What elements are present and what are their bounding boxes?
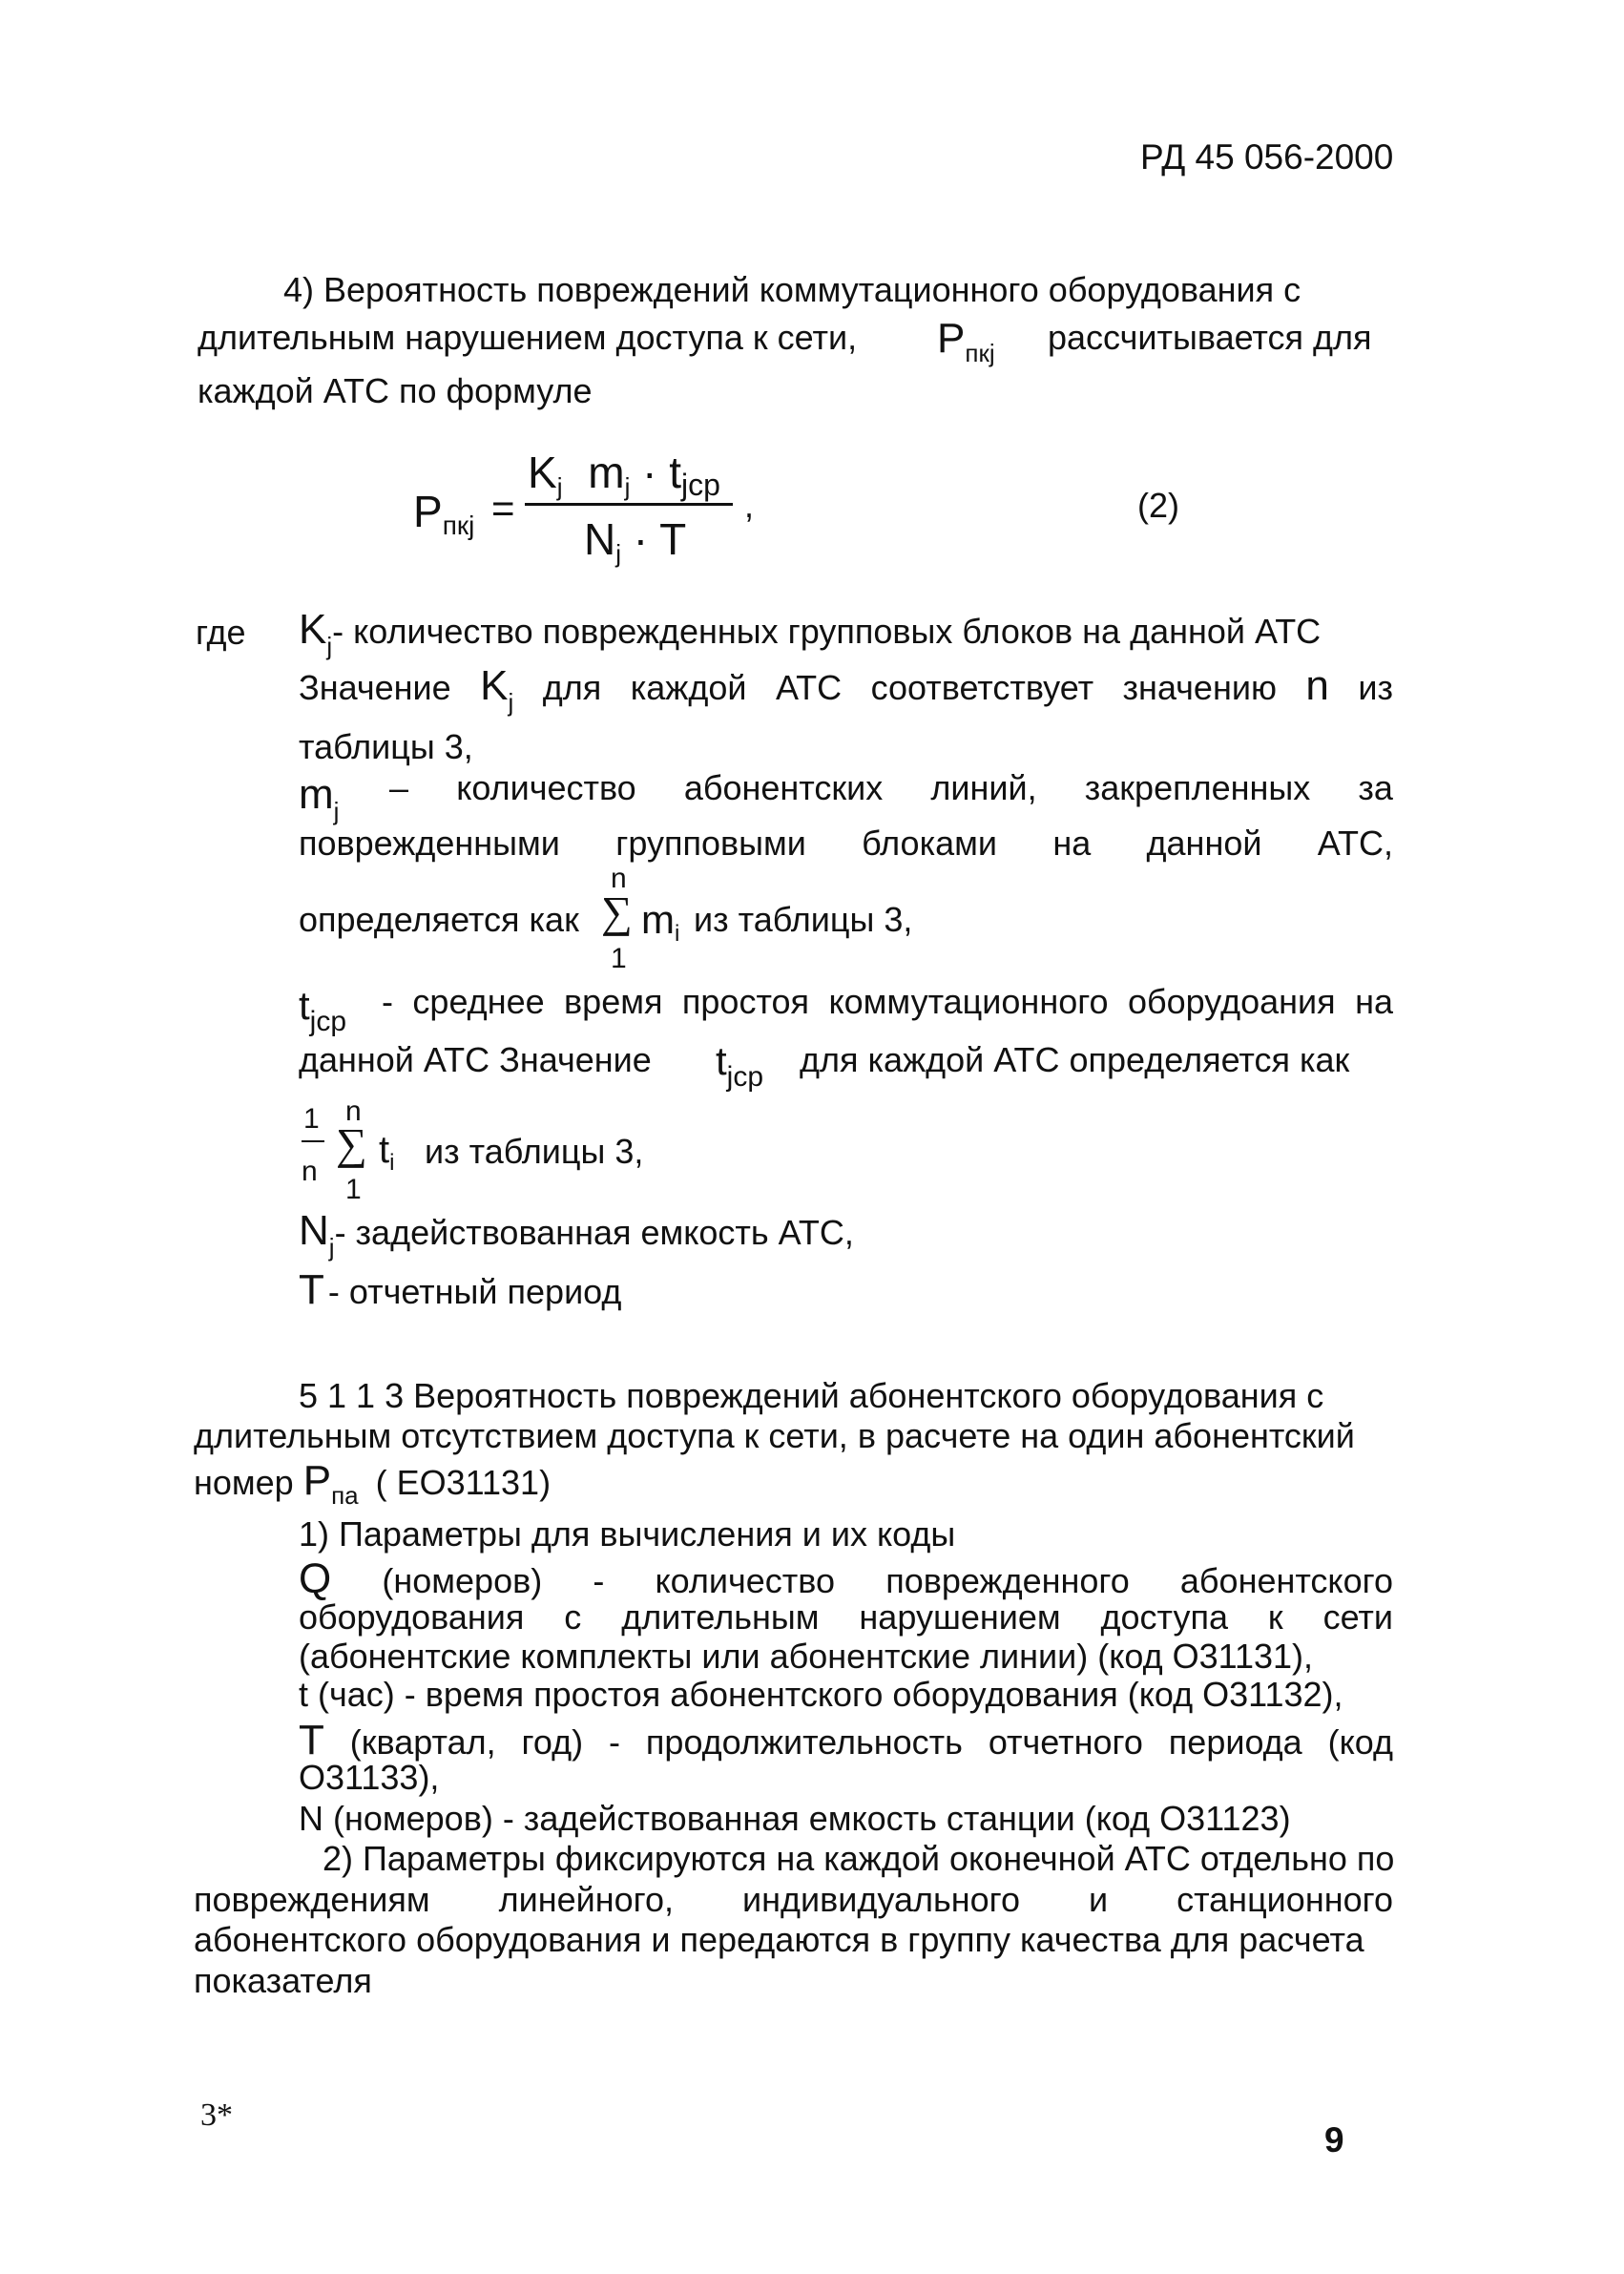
section4-line2-text-b: рассчитывается для <box>1048 318 1372 357</box>
formula-equals: = <box>491 486 515 531</box>
word: абонентских <box>683 768 884 807</box>
def-tjcp-var <box>299 983 347 1037</box>
num-t-sub: jср <box>681 468 720 502</box>
page-number: 9 <box>1324 2120 1344 2159</box>
def-k2-b: для каждой АТС соответствует значению <box>542 668 1277 707</box>
word: групповыми <box>615 824 806 863</box>
def-n-text: - задействованная емкость АТС, <box>334 1213 854 1252</box>
s5113-p-var: P <box>302 1457 332 1504</box>
word: отчетного <box>988 1722 1143 1762</box>
word: продолжительность <box>645 1722 963 1762</box>
sum1-var: m <box>641 897 675 942</box>
word: станционного <box>1176 1880 1393 1919</box>
def-n-var: N <box>299 1207 329 1254</box>
den-n-sub: j <box>615 539 622 568</box>
p-subscript: пкj <box>965 339 995 367</box>
word: блоками <box>862 824 997 863</box>
word: к <box>1267 1597 1283 1637</box>
where-label: где <box>196 613 246 652</box>
word: линейного, <box>498 1880 675 1919</box>
def-tt-text: - отчетный период <box>327 1272 622 1311</box>
word: оборудования <box>299 1597 525 1637</box>
word: периода <box>1168 1722 1302 1762</box>
def-t-var: t <box>299 983 310 1028</box>
word: закрепленных <box>1084 768 1311 807</box>
word: (код <box>1327 1722 1393 1762</box>
formula-number: (2) <box>1137 486 1179 525</box>
def-mj-line1 <box>389 768 1393 807</box>
sum1-top: n <box>611 863 627 894</box>
sum2-top: n <box>345 1095 362 1127</box>
s5113-n-line: N (номеров) - задействованная емкость станции (код О31123) <box>299 1799 1291 1838</box>
def-mj-line3-a: определяется как <box>299 900 579 939</box>
def-tt-var: T <box>299 1266 324 1313</box>
def-nj <box>299 1207 854 1262</box>
word: на <box>1052 824 1092 863</box>
avg-frac-den: n <box>302 1156 318 1187</box>
formula-lhs-var: P <box>413 487 443 536</box>
s5113-q-line3: (абонентские комплекты или абонентские линии) (код О31131), <box>299 1637 1314 1676</box>
formula-comma: , <box>744 486 755 525</box>
den-n: N <box>584 514 616 564</box>
def-n-sub: j <box>328 1233 335 1262</box>
def-k2-c: из <box>1358 668 1393 707</box>
word: абонентского <box>1179 1561 1393 1600</box>
word: год) <box>521 1722 584 1762</box>
sum1-var-sub: i <box>675 921 680 947</box>
def-tjcp-line2-var <box>716 1038 764 1093</box>
section4-line3: каждой АТС по формуле <box>198 371 593 410</box>
s5113-item2-line2 <box>194 1880 1393 1919</box>
word: сети <box>1322 1597 1393 1637</box>
num-k-sub: j <box>556 472 563 501</box>
word: поврежденными <box>299 824 560 863</box>
word: количество <box>456 768 636 807</box>
def-k2-a: Значение <box>299 668 451 707</box>
word: данной <box>1146 824 1262 863</box>
word: повреждениям <box>194 1880 430 1919</box>
def-k-sub: j <box>326 632 333 660</box>
s5113-item2-line3: абонентского оборудования и передаются в группу качества для расчета <box>194 1920 1364 1959</box>
num-m: m <box>588 448 625 497</box>
word: - <box>593 1561 605 1600</box>
document-code: РД 45 056-2000 <box>1140 137 1394 177</box>
num-k: K <box>528 448 557 497</box>
word: индивидуального <box>742 1880 1020 1919</box>
p-pkj-inline <box>937 315 995 367</box>
def-tjcp-line1: - среднее время простоя коммутационного оборудоания на <box>382 982 1393 1021</box>
def-k2-var: K <box>480 662 509 709</box>
sum1-sigma-icon: ∑ <box>601 887 633 936</box>
def-mj-line3-b: из таблицы 3, <box>694 900 913 939</box>
word: (квартал, <box>349 1722 496 1762</box>
word: T <box>299 1717 324 1763</box>
def-t <box>299 1266 622 1313</box>
sum2-bottom: 1 <box>345 1174 362 1205</box>
word: доступа <box>1100 1597 1228 1637</box>
def-m-var: m <box>299 771 334 818</box>
def-kj-line2 <box>299 662 1393 717</box>
word: длительным <box>621 1597 820 1637</box>
avg-frac-num: 1 <box>303 1103 320 1135</box>
s5113-q-line1 <box>299 1555 1393 1602</box>
def-m-sub: j <box>333 797 340 825</box>
sum2-var-sub: i <box>389 1150 395 1176</box>
def-t2-var: t <box>716 1038 727 1083</box>
word: Q <box>299 1555 332 1602</box>
def-k-text: - количество поврежденных групповых блоков на данной АТС <box>332 612 1322 651</box>
s5113-line3-b: ( ЕО31131) <box>375 1463 552 1502</box>
def-k2-var-wrap <box>480 662 514 717</box>
def-k-var: K <box>299 606 327 653</box>
def-t2-sub: jср <box>726 1061 764 1093</box>
sum2-var: t <box>379 1129 390 1171</box>
word: линий, <box>930 768 1037 807</box>
word: поврежденного <box>885 1561 1130 1600</box>
word: нарушением <box>859 1597 1061 1637</box>
word: АТС, <box>1317 824 1393 863</box>
def-tjcp-line3-b: из таблицы 3, <box>425 1132 644 1171</box>
word: с <box>564 1597 582 1637</box>
s5113-line3-a: номер <box>194 1463 294 1502</box>
s5113-item2-line4: показателя <box>194 1961 372 2000</box>
s5113-item1: 1) Параметры для вычисления и их коды <box>299 1514 956 1554</box>
def-k2-n: n <box>1305 662 1329 709</box>
s5113-line1: 5 1 1 3 Вероятность повреждений абонентского оборудования с <box>299 1376 1324 1415</box>
s5113-line2: длительным отсутствием доступа к сети, в расчете на один абонентский <box>194 1416 1355 1455</box>
def-tjcp-line2-b: для каждой АТС определяется как <box>800 1040 1350 1079</box>
def-kj-line1 <box>299 606 1322 660</box>
def-mj-var <box>299 771 340 825</box>
sum2-term <box>379 1129 395 1176</box>
word: и <box>1088 1880 1109 1919</box>
def-tjcp-line2-a: данной АТС Значение <box>299 1040 652 1079</box>
def-t-sub: jср <box>309 1006 347 1037</box>
den-dot: · <box>633 514 649 564</box>
def-kj-line3: таблицы 3, <box>299 727 473 766</box>
formula-lhs-sub: пкj <box>442 511 475 540</box>
formula-denominator <box>584 513 687 568</box>
num-dot: · <box>642 448 657 497</box>
word: – <box>389 768 409 807</box>
footer-mark: 3* <box>200 2097 233 2133</box>
word: количество <box>655 1561 836 1600</box>
sum2-sigma-icon: ∑ <box>336 1119 367 1168</box>
s5113-q-line2 <box>299 1597 1393 1637</box>
sum1-bottom: 1 <box>611 943 627 974</box>
num-t: t <box>669 448 682 497</box>
s5113-line3 <box>194 1457 552 1510</box>
section4-line2-text-a: длительным нарушением доступа к сети, <box>198 318 858 357</box>
formula-lhs <box>413 486 475 540</box>
p-variable: P <box>937 315 966 362</box>
word: за <box>1358 768 1393 807</box>
s5113-tq-line1 <box>299 1717 1393 1763</box>
def-mj-line2 <box>299 826 1393 861</box>
section4-line1: 4) Вероятность повреждений коммутационного оборудования с <box>283 270 1301 309</box>
word: (номеров) <box>382 1561 543 1600</box>
def-k2-sub: j <box>508 688 514 717</box>
num-m-sub: j <box>624 472 631 501</box>
s5113-t-line: t (час) - время простоя абонентского оборудования (код О31132), <box>299 1675 1343 1714</box>
formula-numerator <box>528 447 720 502</box>
s5113-tq-line2: О31133), <box>299 1758 440 1797</box>
s5113-item2-line1: 2) Параметры фиксируются на каждой оконечной АТС отдельно по <box>323 1839 1395 1878</box>
formula-fraction-bar <box>525 503 733 506</box>
sum1-term <box>641 897 680 947</box>
word: - <box>609 1722 621 1762</box>
den-t: T <box>659 514 687 564</box>
avg-frac-bar <box>302 1140 324 1142</box>
s5113-p-sub: па <box>331 1481 359 1510</box>
